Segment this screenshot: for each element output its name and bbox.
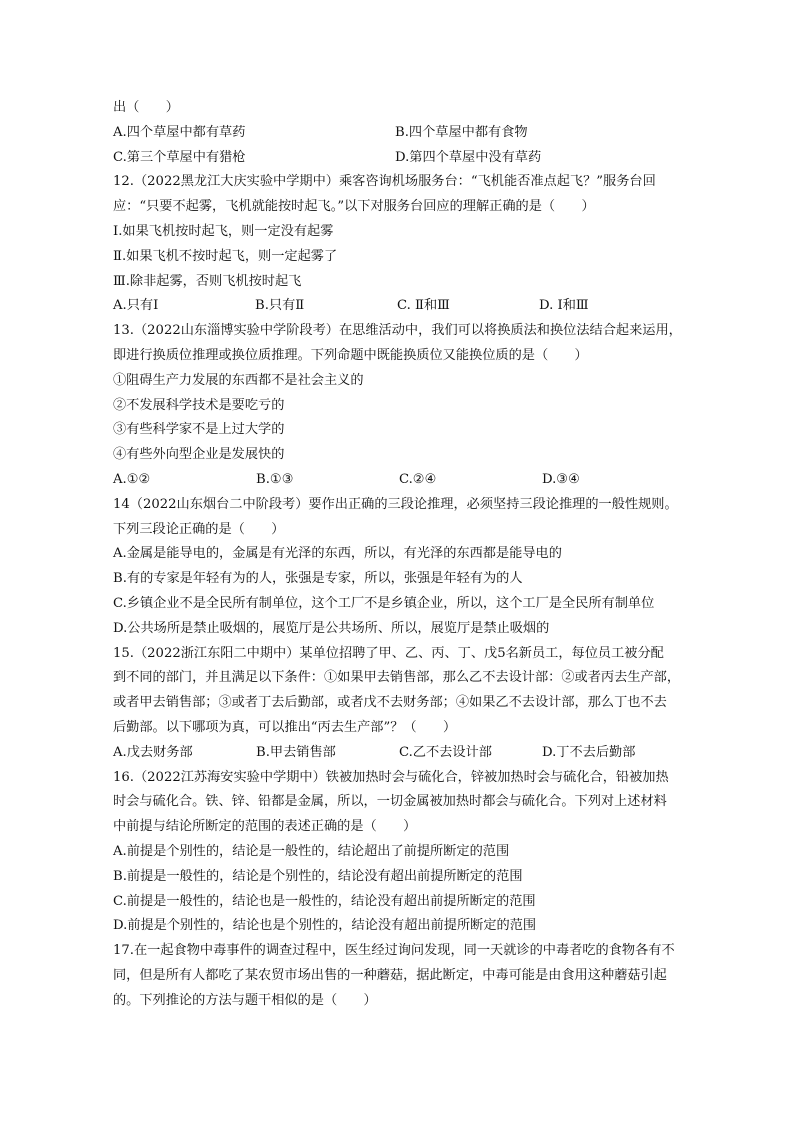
q16-stem-line-3: 中前提与结论所断定的范围的表述正确的是（ ） [113, 819, 417, 835]
q12-option-a[interactable]: A.只有Ⅰ [113, 298, 159, 314]
q12-stem-line-2: 应：“只要不起雾，飞机就能按时起飞。”以下对服务台回应的理解正确的是（ ） [113, 199, 595, 215]
q13-stem-line-1: 13.（2022山东淄博实验中学阶段考）在思维活动中，我们可以将换质法和换位法结合起来运用， [113, 323, 682, 339]
q13-option-d[interactable]: D.③④ [542, 471, 580, 487]
q13-proposition-4: ④有些外向型企业是发展快的 [113, 447, 285, 463]
q11-option-d[interactable]: D.第四个草屋中没有草药 [395, 149, 542, 165]
document-page [113, 96, 693, 1013]
q15-option-c[interactable]: C.乙不去设计部 [399, 744, 492, 760]
q15-stem-line-1: 15.（2022浙江东阳二中期中）某单位招聘了甲、乙、丙、丁、戊5名新员工，每位员工被分配 [113, 645, 664, 661]
q12-option-c[interactable]: C. Ⅱ和Ⅲ [397, 298, 450, 314]
q13-option-b[interactable]: B.①③ [256, 471, 294, 487]
q16-option-b[interactable]: B.前提是一般性的，结论是个别性的，结论没有超出前提所断定的范围 [113, 868, 523, 884]
q11-option-a[interactable]: A.四个草屋中都有草药 [113, 124, 246, 140]
q14-stem-line-2: 下列三段论正确的是（ ） [113, 521, 285, 537]
q17-stem-line-1: 17.在一起食物中毒事件的调查过程中，医生经过询问发现，同一天就诊的中毒者吃的食物各有不 [113, 943, 675, 959]
q16-option-c[interactable]: C.前提是一般性的，结论也是一般性的，结论没有超出前提所断定的范围 [113, 893, 536, 909]
q16-stem-line-2: 时会与硫化合。铁、锌、铅都是金属，所以，一切金属被加热时都会与硫化合。下列对上述材料 [113, 794, 667, 810]
q12-stem-line-1: 12.（2022黑龙江大庆实验中学期中）乘客咨询机场服务台：“飞机能否准点起飞？”服务台回 [113, 174, 656, 190]
q13-proposition-2: ②不发展科学技术是要吃亏的 [113, 397, 285, 413]
q12-options-row [113, 294, 693, 319]
q16-option-d[interactable]: D.前提是个别性的，结论也是个别性的，结论没有超出前提所断定的范围 [113, 918, 537, 934]
q15-option-b[interactable]: B.甲去销售部 [256, 744, 336, 760]
q12-option-d[interactable]: D. Ⅰ和Ⅲ [539, 298, 589, 314]
q14-option-b[interactable]: B.有的专家是年轻有为的人，张强是专家，所以，张强是年轻有为的人 [113, 571, 523, 587]
q11-options-row-2 [113, 146, 693, 171]
q12-statement-1: Ⅰ.如果飞机按时起飞，则一定没有起雾 [113, 223, 334, 239]
q15-stem-line-2: 到不同的部门，并且满足以下条件：①如果甲去销售部，那么乙不去设计部：②或者丙去生产部， [113, 670, 681, 686]
q14-option-d[interactable]: D.公共场所是禁止吸烟的，展览厅是公共场所、所以，展览厅是禁止吸烟的 [113, 620, 550, 636]
q13-proposition-1: ①阻碍生产力发展的东西都不是社会主义的 [113, 372, 364, 388]
q11-option-b[interactable]: B.四个草屋中都有食物 [395, 124, 528, 140]
q14-stem-line-1: 14（2022山东烟台二中阶段考）要作出正确的三段论推理，必须坚持三段论推理的一般性规则。 [113, 496, 678, 512]
q14-option-a[interactable]: A.金属是能导电的，金属是有光泽的东西，所以，有光泽的东西都是能导电的 [113, 546, 562, 562]
q12-statement-3: Ⅲ.除非起雾，否则飞机按时起飞 [113, 273, 302, 289]
q15-option-a[interactable]: A.戊去财务部 [113, 744, 193, 760]
q17-stem-line-3: 的。下列推论的方法与题干相似的是（ ） [113, 992, 377, 1008]
q11-option-c[interactable]: C.第三个草屋中有猎枪 [113, 149, 246, 165]
q13-stem-line-2: 即进行换质位推理或换位质推理。下列命题中既能换质位又能换位质的是（ ） [113, 347, 588, 363]
q13-option-a[interactable]: A.①② [113, 471, 151, 487]
q13-proposition-3: ③有些科学家不是上过大学的 [113, 422, 285, 438]
q14-option-c[interactable]: C.乡镇企业不是全民所有制单位，这个工厂不是乡镇企业，所以，这个工厂是全民所有制单位 [113, 595, 655, 611]
q13-option-c[interactable]: C.②④ [399, 471, 437, 487]
q13-options-row [113, 468, 693, 493]
q15-option-d[interactable]: D.丁不去后勤部 [542, 744, 636, 760]
q12-option-b[interactable]: B.只有Ⅱ [255, 298, 305, 314]
q11-stem-tail: 出（ ） [113, 100, 179, 115]
q11-options-row-1 [113, 121, 693, 146]
q17-stem-line-2: 同，但是所有人都吃了某农贸市场出售的一种蘑菇，据此断定，中毒可能是由食用这种蘑菇引起 [113, 967, 667, 983]
q15-options-row [113, 741, 693, 766]
q16-stem-line-1: 16.（2022江苏海安实验中学期中）铁被加热时会与硫化合，锌被加热时会与硫化合，铅被加热 [113, 769, 669, 785]
q15-stem-line-3: 或者甲去销售部；③或者丁去后勤部，或者戊不去财务部；④如果乙不去设计部，那么丁也不去 [113, 695, 667, 711]
q12-statement-2: Ⅱ.如果飞机不按时起飞，则一定起雾了 [113, 248, 338, 264]
q16-option-a[interactable]: A.前提是个别性的，结论是一般性的，结论超出了前提所断定的范围 [113, 843, 510, 859]
q15-stem-line-4: 后勤部。以下哪项为真，可以推出“丙去生产部”？（ ） [113, 719, 457, 735]
